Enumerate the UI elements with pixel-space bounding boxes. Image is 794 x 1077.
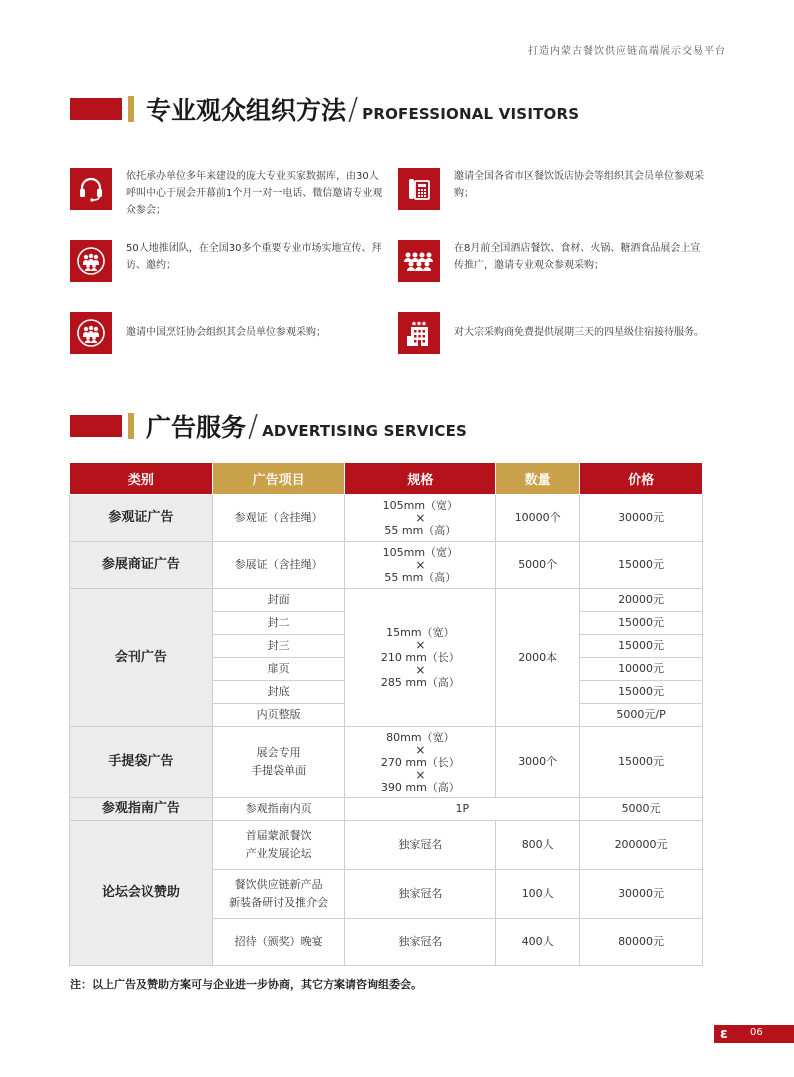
col-header-spec: 规格: [345, 463, 496, 495]
section-heading-advertising: [70, 406, 467, 446]
table-header-row: [70, 463, 703, 495]
spec-cell: 独家冠名: [345, 821, 496, 870]
list-item: [70, 240, 386, 282]
col-header-price: 价格: [580, 463, 703, 495]
table-row: [70, 798, 703, 821]
page-number: 06: [750, 1027, 763, 1038]
section-heading-visitors: [70, 89, 579, 129]
list-item: [398, 168, 704, 210]
heading-slash: /: [248, 408, 259, 444]
qty-cell: 3000个: [496, 727, 580, 798]
table-row: [70, 542, 703, 589]
item-line: 新装备研讨及推介会: [229, 896, 329, 909]
item-text: 在8月前全国酒店餐饮、食材、火锅、糖酒食品展会上宣传推广，邀请专业观众参观采购；: [454, 243, 701, 271]
headset-icon: [70, 168, 112, 210]
item-cell: [212, 870, 345, 919]
table-row: [70, 727, 703, 798]
col-header-item: 广告项目: [212, 463, 345, 495]
price-cell: 10000元: [580, 658, 703, 681]
price-cell: 15000元: [580, 542, 703, 589]
item-cell: 封二: [212, 612, 345, 635]
item-cell: 扉页: [212, 658, 345, 681]
association-icon: [70, 312, 112, 354]
item-cell: 内页整版: [212, 704, 345, 727]
item-line: 手提袋单面: [251, 764, 307, 777]
category-cell: 会刊广告: [70, 589, 213, 727]
price-cell: 15000元: [580, 612, 703, 635]
item-text: 邀请中国烹饪协会组织其会员单位参观采购；: [126, 327, 326, 338]
table-row: [70, 589, 703, 612]
item-text: 依托承办单位多年来建设的庞大专业买家数据库，由30人呼叫中心于展会开幕前1个月一对一电话、微信邀请专业观众参会；: [126, 171, 383, 216]
heading-red-bar: [70, 98, 122, 120]
item-cell: 封底: [212, 681, 345, 704]
spec-line: 55 mm（高）: [384, 524, 457, 537]
spec-line: 80mm（宽）: [386, 730, 455, 744]
spec-cell: 独家冠名: [345, 919, 496, 966]
spec-line: 105mm（宽）: [382, 499, 459, 512]
category-cell: 参观指南广告: [70, 798, 213, 821]
spec-line: 270 mm（长）: [380, 755, 460, 769]
brand-logo-icon: ε: [720, 1026, 728, 1042]
section-title-en: PROFESSIONAL VISITORS: [362, 105, 580, 123]
qty-cell: 10000个: [496, 495, 580, 542]
price-cell: 15000元: [580, 635, 703, 658]
list-item: [70, 168, 386, 219]
times-sign: ×: [415, 638, 426, 652]
section-title-cn: 广告服务: [146, 413, 247, 442]
spec-line: 285 mm（高）: [380, 676, 460, 689]
price-cell: 5000元/P: [580, 704, 703, 727]
col-header-qty: 数量: [496, 463, 580, 495]
qty-cell: 5000个: [496, 542, 580, 589]
item-cell: 封三: [212, 635, 345, 658]
times-sign: ×: [415, 663, 426, 677]
list-item: [70, 312, 386, 354]
spec-line: 15mm（宽）: [386, 626, 455, 639]
spec-cell: 独家冠名: [345, 870, 496, 919]
advertising-table: [69, 462, 703, 966]
price-cell: 15000元: [580, 681, 703, 704]
spec-line: 390 mm（高）: [380, 780, 460, 794]
heading-red-bar: [70, 415, 122, 437]
col-header-category: 类别: [70, 463, 213, 495]
footnote: 注：以上广告及赞助方案可与企业进一步协商，其它方案请咨询组委会。: [70, 978, 422, 991]
heading-gold-bar: [128, 413, 134, 439]
section-title-cn: 专业观众组织方法: [146, 96, 347, 125]
price-cell: 30000元: [580, 870, 703, 919]
item-cell: 参观证（含挂绳）: [212, 495, 345, 542]
price-cell: 30000元: [580, 495, 703, 542]
category-cell: 参展商证广告: [70, 542, 213, 589]
qty-cell: 100人: [496, 870, 580, 919]
item-text: 50人地推团队，在全国30多个重要专业市场实地宣传、拜访、邀约；: [126, 243, 382, 271]
qty-cell: 2000本: [496, 589, 580, 727]
item-line: 展会专用: [256, 746, 301, 759]
category-cell: 参观证广告: [70, 495, 213, 542]
heading-slash: /: [348, 91, 359, 127]
price-cell: 15000元: [580, 727, 703, 798]
audience-icon: [398, 240, 440, 282]
price-cell: 20000元: [580, 589, 703, 612]
hotel-icon: [398, 312, 440, 354]
item-text: 邀请全国各省市区餐饮饭店协会等组织其会员单位参观采购；: [454, 171, 704, 199]
spec-cell: [345, 495, 496, 542]
heading-gold-bar: [128, 96, 134, 122]
phone-icon: [398, 168, 440, 210]
item-cell: [212, 821, 345, 870]
times-sign: ×: [415, 558, 426, 572]
item-text: 对大宗采购商免费提供展期三天的四星级住宿接待服务。: [454, 327, 704, 338]
table-row: [70, 495, 703, 542]
item-line: 产业发展论坛: [245, 847, 312, 860]
item-cell: 参展证（含挂绳）: [212, 542, 345, 589]
list-item: [398, 312, 704, 354]
price-cell: 80000元: [580, 919, 703, 966]
spec-cell: [345, 542, 496, 589]
spec-cell: [345, 589, 496, 727]
list-item: [398, 240, 704, 282]
table-row: [70, 821, 703, 870]
spec-cell: 1P: [345, 798, 580, 821]
price-cell: 5000元: [580, 798, 703, 821]
item-line: 餐饮供应链新产品: [234, 878, 323, 891]
item-cell: 封面: [212, 589, 345, 612]
section-title-en: ADVERTISING SERVICES: [262, 422, 468, 440]
item-cell: 参观指南内页: [212, 798, 345, 821]
spec-line: 210 mm（长）: [380, 651, 460, 664]
team-icon: [70, 240, 112, 282]
category-cell: 论坛会议赞助: [70, 821, 213, 966]
spec-cell: [345, 727, 496, 798]
times-sign: ×: [415, 767, 426, 782]
item-cell: 招待（颁奖）晚宴: [212, 919, 345, 966]
item-line: 首届蒙派餐饮: [245, 829, 312, 842]
qty-cell: 400人: [496, 919, 580, 966]
category-cell: 手提袋广告: [70, 727, 213, 798]
spec-line: 105mm（宽）: [382, 546, 459, 559]
item-cell: [212, 727, 345, 798]
spec-line: 55 mm（高）: [384, 571, 457, 584]
header-tagline: 打造内蒙古餐饮供应链高端展示交易平台: [528, 46, 726, 57]
qty-cell: 800人: [496, 821, 580, 870]
times-sign: ×: [415, 742, 426, 757]
times-sign: ×: [415, 511, 426, 525]
price-cell: 200000元: [580, 821, 703, 870]
page-number-bar: [714, 1025, 794, 1043]
